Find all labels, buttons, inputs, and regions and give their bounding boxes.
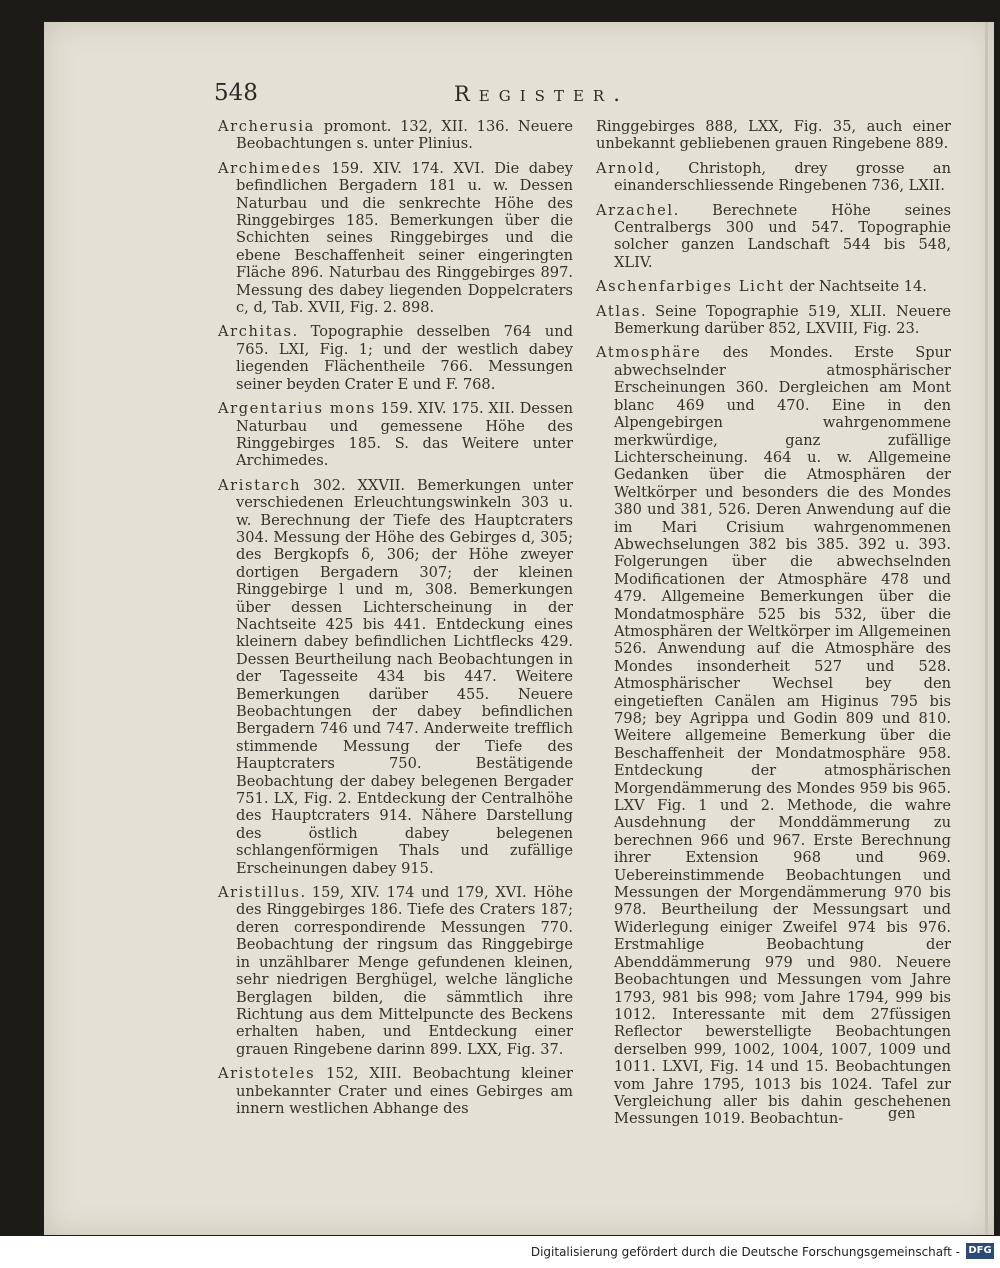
entry-headword: Aristoteles: [218, 1065, 316, 1083]
right-column: [596, 118, 951, 1135]
entry-text: 302. XXVII. Bemerkungen unter verschiedenen Erleuchtungswinkeln 303 u. w. Berechnung der Tiefe des Hauptcraters 304. Messung der Höhe des Gebirges d, 305; des Bergkopfs δ, 306; der Höhe zweyer dortigen Bergadern 307; der kleinen Ringgebirge l und m, 308. Bemerkungen über dessen Lichterscheinung in der Nachtseite 425 bis 441. Entdeckung eines kleinern dabey befindlichen Lichtflecks 429. Dessen Beurtheilung nach Beobachtungen in der Tagesseite 434 bis 447. Weitere Bemerkungen darüber 455. Neuere Beobachtungen der dabey befindlichen Bergadern 746 und 747. Anderweite trefflich stimmende Messung der Tiefe des Hauptcraters 750. Bestätigende Beobachtung der dabey belegenen Bergader 751. LX, Fig. 2. Entdeckung der Centralhöhe des Hauptcraters 914. Nähere Darstellung des östlich dabey belegenen schlangenförmigen Thals und zufällige Erscheinungen dabey 915.: [236, 476, 573, 877]
register-entry: [218, 400, 573, 470]
entry-headword: Architas: [218, 323, 293, 341]
entry-text: des Mondes. Erste Spur abwechselnder atmosphärischer Erscheinungen 360. Dergleichen am Mont blanc 469 und 470. Eine in den Alpengebirgen wahrgenommene merkwürdige, ganz zufällige Lichterscheinung. 464 u. w. Allgemeine Gedanken über die Atmosphären der Weltkörper und besonders die des Mondes 380 und 381, 526. Deren Anwendung auf die im Mari Crisium wahrgenommenen Abwechselungen 382 bis 385. 392 u. 393. Folgerungen über die abwechselnden Modificationen der Atmosphäre 478 und 479. Allgemeine Bemerkungen über die Mondatmosphäre 525 bis 532, über die Atmosphären der Weltkörper im Allgemeinen 526. Anwendung auf die Atmosphäre des Mondes insonderheit 527 und 528. Atmosphärischer Wechsel bey den eingetieften Canälen am Higinus 795 bis 798; bey Agrippa und Godin 809 und 810. Weitere allgemeine Bemerkung über die Beschaffenheit der Mondatmosphäre 958. Entdeckung der atmosphärischen Morgendämmerung des Mondes 959 bis 965. LXV Fig. 1 und 2. Methode, die wahre Ausdehnung der Monddämmerung zu berechnen 966 und 967. Erste Berechnung ihrer Extension 968 und 969. Uebereinstimmende Beobachtungen und Messungen der Morgendämmerung 970 bis 978. Beurtheilung der Messungsart und Widerlegung einiger Zweifel 974 bis 976. Erstmahlige Beobachtung der Abenddämmerung 979 und 980. Neuere Beobachtungen und Messungen vom Jahre 1793, 981 bis 998; vom Jahre 1794, 999 bis 1012. Interessante mit dem 27füssigen Reflector bewerstelligte Beobachtungen derselben 999, 1002, 1004, 1007, 1009 und 1011. LXVI, Fig. 14 und 15. Beobachtungen vom Jahre 1795, 1013 bis 1024. Tafel zur Vergleichung aller bis dahin geschehenen Messungen 1019. Beobachtun-: [614, 344, 951, 1128]
entry-headword: Arnold: [596, 159, 656, 177]
register-entry: [218, 477, 573, 877]
page-number: 548: [214, 80, 258, 106]
entry-text: . Seine Topographie 519, XLII. Neuere Bemerkung darüber 852, LXVIII, Fig. 23.: [614, 302, 951, 338]
entry-text: , Christoph, drey grosse an einanderschliessende Ringebenen 736, LXII.: [614, 159, 951, 195]
register-entry: [596, 344, 951, 1127]
register-entry: [218, 884, 573, 1058]
register-entry: [596, 303, 951, 338]
register-entry: [596, 160, 951, 195]
entry-headword: Aschenfarbiges Licht: [596, 278, 785, 296]
register-entry: [218, 118, 573, 153]
entry-text: Ringgebirges 888, LXX, Fig. 35, auch einer unbekannt gebliebenen grauen Ringebene 889.: [596, 118, 951, 153]
register-entry: [596, 118, 951, 153]
dfg-logo: DFG: [966, 1243, 994, 1259]
register-entry: [596, 202, 951, 272]
entry-headword: Archerusia: [218, 118, 315, 135]
dfg-credit: Digitalisierung gefördert durch die Deutsche Forschungsgemeinschaft -: [530, 1245, 960, 1259]
entry-headword: Archimedes: [218, 159, 322, 177]
entry-headword: Aristillus: [218, 884, 301, 902]
entry-headword: Aristarch: [218, 476, 302, 494]
register-entry: [218, 323, 573, 393]
entry-headword: Arzachel: [596, 201, 674, 219]
page-edge: [985, 22, 988, 1235]
entry-text: . 159, XIV. 174 und 179, XVI. Höhe des Ringgebirges 186. Tiefe des Craters 187; deren correspondirende Messungen 770. Beobachtung der ringsum das Ringgebirge in unzählbarer Menge gefundenen kleinen, sehr niedrigen Berghügel, welche längliche Berglagen bilden, die sämmtlich ihre Richtung aus dem Mittelpuncte des Beckens erhalten haben, und Entdeckung einer grauen Ringebene darinn 899. LXX, Fig. 37.: [236, 884, 573, 1058]
entry-headword: Argentarius mons: [218, 400, 376, 418]
left-column: [218, 118, 573, 1124]
entry-text: . Topographie desselben 764 und 765. LXI, Fig. 1; und der westlich dabey liegenden Flächentheile 766. Messungen seiner beyden Crater E und F. 768.: [236, 323, 573, 393]
register-entry: [218, 160, 573, 317]
book-page: [44, 22, 994, 1235]
register-entry: [596, 278, 951, 295]
running-title: Register.: [454, 82, 629, 106]
entry-text: der Nachtseite 14.: [784, 278, 927, 296]
page-header: [44, 72, 994, 112]
entry-headword: Atmosphäre: [596, 344, 702, 362]
entry-text: 152, XIII. Beobachtung kleiner unbekannter Crater und eines Gebirges am innern westlichen Abhange des: [236, 1065, 573, 1117]
footer-bar: [0, 1236, 1000, 1268]
entry-text: 159. XIV. 174. XVI. Die dabey befindlichen Bergadern 181 u. w. Dessen Naturbau und die senkrechte Höhe des Ringgebirges 185. Bemerkungen über die Schichten seines Ringgebirges und die ebene Beschaffenheit seiner eingeringten Fläche 896. Naturbau des Ringgebirges 897. Messung des dabey liegenden Doppelcraters c, d, Tab. XVII, Fig. 2. 898.: [236, 159, 573, 317]
entry-headword: Atlas: [596, 302, 642, 320]
catchword: gen: [888, 1105, 916, 1122]
entry-text: 159. XIV. 175. XII. Dessen Naturbau und gemessene Höhe des Ringgebirges 185. S. das Weitere unter Archimedes.: [236, 400, 573, 470]
entry-text: promont. 132, XII. 136. Neuere Beobachtungen s. unter Plinius.: [236, 118, 573, 153]
entry-text: . Berechnete Höhe seines Centralbergs 300 und 547. Topographie solcher ganzen Landschaft 544 bis 548, XLIV.: [614, 201, 951, 271]
register-entry: [218, 1065, 573, 1117]
